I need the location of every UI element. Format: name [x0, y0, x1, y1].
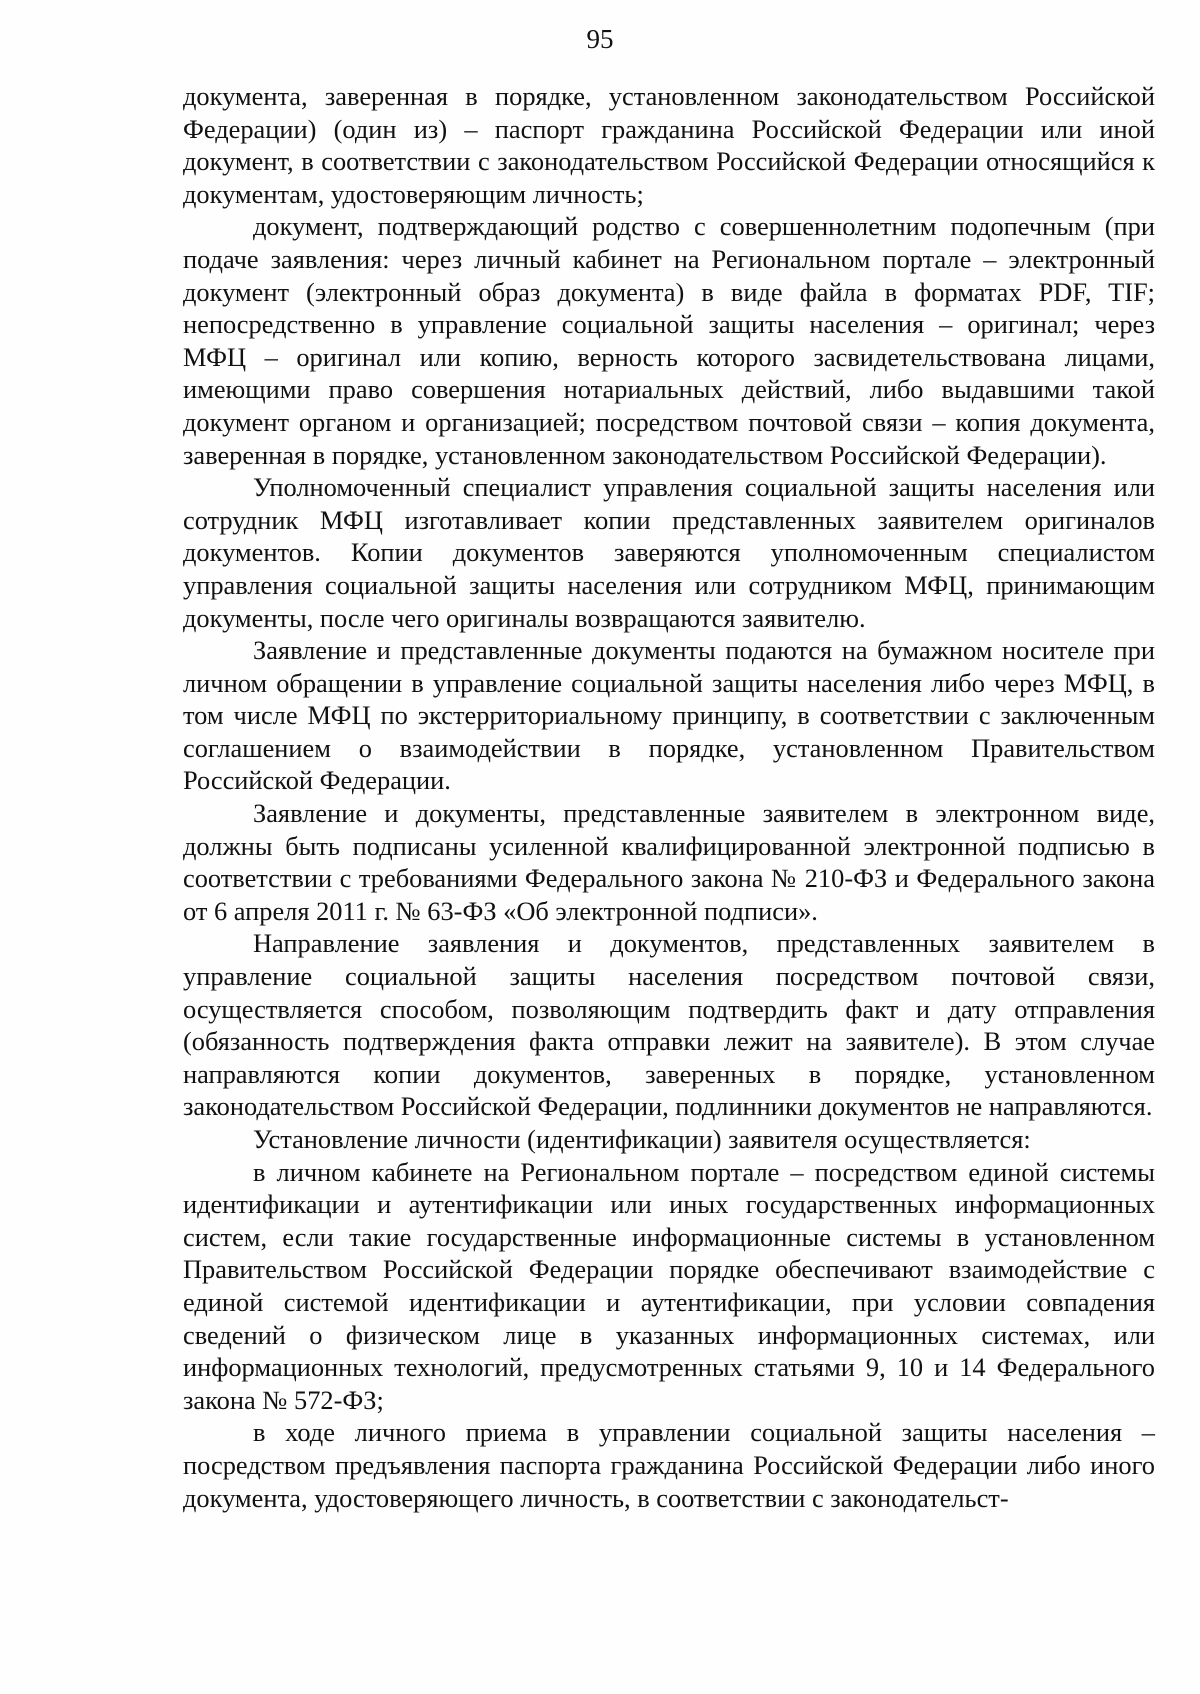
paragraph-copies: Уполномоченный специалист управления социальной защиты населения или сотрудник МФЦ изготавливает копии представленных заявителем оригиналов документов. Копии документов заверяются уполномоченным специалистом управления социальной защиты населения или сотрудником МФЦ, принимающим документы, после чего оригиналы возвращаются заявителю.	[183, 472, 1155, 633]
paragraph-postal-submission: Направление заявления и документов, представленных заявителем в управление социальной защиты населения посредством почтовой связи, осуществляется способом, позволяющим подтвердить факт и дату отправления (обязанность подтверждения факта отправки лежит на заявителе). В этом случае направляются копии документов, заверенных в порядке, установленном законодательством Российской Федерации, подлинники документов не направляются.	[183, 928, 1155, 1122]
paragraph-continuation: документа, заверенная в порядке, установленном законодательством Российской Федерации) (один из) – паспорт гражданина Российской Федерации или иной документ, в соответствии с законодательством Российской Федерации относящийся к документам, удостоверяющим личность;	[183, 81, 1155, 209]
paragraph-identification-personal: в ходе личного приема в управлении социальной защиты населения – посредством предъявления паспорта гражданина Российской Федерации либо иного документа, удостоверяющего личность, в соответствии с законодательст-	[183, 1417, 1155, 1513]
document-text	[183, 80, 1155, 1514]
paragraph-identification-portal: в личном кабинете на Региональном портале – посредством единой системы идентификации и аутентификации или иных государственных информационных систем, если такие государственные информационные системы в установленном Правительством Российской Федерации порядке обеспечивают взаимодействие с единой системой идентификации и аутентификации, при условии совпадения сведений о физическом лице в указанных информационных системах, или информационных технологий, предусмотренных статьями 9, 10 и 14 Федерального закона № 572-ФЗ;	[183, 1156, 1155, 1415]
page-number: 95	[586, 24, 614, 54]
paragraph-electronic-signature: Заявление и документы, представленные заявителем в электронном виде, должны быть подписаны усиленной квалифицированной электронной подписью в соответствии с требованиями Федерального закона № 210-ФЗ и Федерального закона от 6 апреля 2011 г. № 63-ФЗ «Об электронной подписи».	[183, 798, 1155, 926]
paragraph-kinship-document: документ, подтверждающий родство с совершеннолетним подопечным (при подаче заявления: через личный кабинет на Региональном портале – электронный документ (электронный образ документа) в виде файла в форматах PDF, TIF; непосредственно в управление социальной защиты населения – оригинал; через МФЦ – оригинал или копию, верность которого засвидетельствована лицами, имеющими право совершения нотариальных действий, либо выдавшими такой документ органом и организацией; посредством почтовой связи – копия документа, заверенная в порядке, установленном законодательством Российской Федерации).	[183, 211, 1155, 470]
paragraph-paper-submission: Заявление и представленные документы подаются на бумажном носителе при личном обращении в управление социальной защиты населения либо через МФЦ, в том числе МФЦ по экстерриториальному принципу, в соответствии с заключенным соглашением о взаимодействии в порядке, установленном Правительством Российской Федерации.	[183, 635, 1155, 796]
paragraph-identification-intro: Установление личности (идентификации) заявителя осуществляется:	[253, 1124, 1031, 1154]
